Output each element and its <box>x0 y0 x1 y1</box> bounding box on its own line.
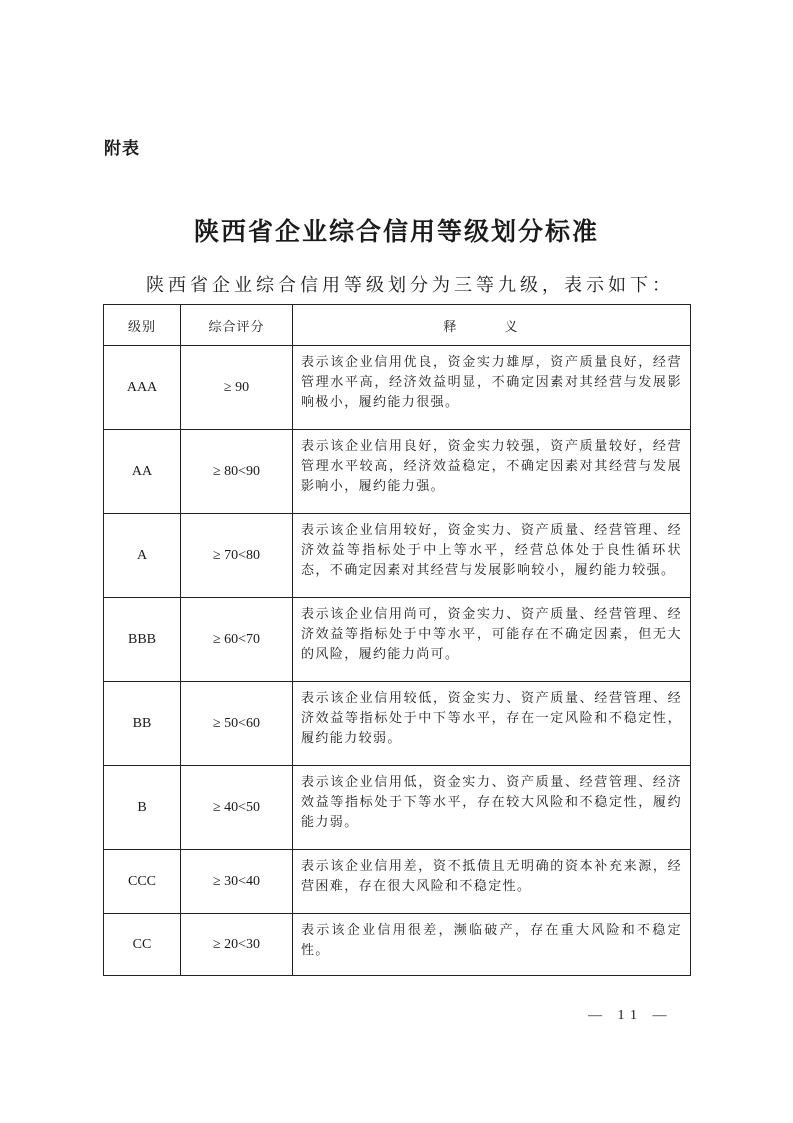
grade-description: 表示该企业信用尚可，资金实力、资产质量、经营管理、经济效益等指标处于中等水平，可能存在不确定因素，但无大的风险，履约能力尚可。 <box>293 598 691 682</box>
table-row <box>104 346 691 430</box>
grade-score: ≥ 50<60 <box>181 682 293 766</box>
grade-description: 表示该企业信用低，资金实力、资产质量、经营管理、经济效益等指标处于下等水平，存在较大风险和不稳定性，履约能力弱。 <box>293 766 691 850</box>
grade-level: A <box>104 514 181 598</box>
page-number: — 11 — <box>588 1008 673 1023</box>
page-title: 陕西省企业综合信用等级划分标准 <box>193 217 599 246</box>
grade-description: 表示该企业信用良好，资金实力较强，资产质量较好，经营管理水平较高，经济效益稳定，不确定因素对其经营与发展影响小，履约能力强。 <box>293 430 691 514</box>
grade-description: 表示该企业信用优良，资金实力雄厚，资产质量良好，经营管理水平高，经济效益明显，不确定因素对其经营与发展影响极小，履约能力很强。 <box>293 346 691 430</box>
table-row <box>104 914 691 976</box>
grade-level: B <box>104 766 181 850</box>
grade-score: ≥ 90 <box>181 346 293 430</box>
column-header-description: 释 义 <box>293 305 691 346</box>
grade-level: BBB <box>104 598 181 682</box>
grade-description: 表示该企业信用差，资不抵债且无明确的资本补充来源，经营困难，存在很大风险和不稳定性。 <box>293 850 691 914</box>
grade-level: CCC <box>104 850 181 914</box>
grade-description: 表示该企业信用较好，资金实力、资产质量、经营管理、经济效益等指标处于中上等水平，经营总体处于良性循环状态，不确定因素对其经营与发展影响较小，履约能力较强。 <box>293 514 691 598</box>
grade-score: ≥ 70<80 <box>181 514 293 598</box>
table-row <box>104 430 691 514</box>
table-header-row <box>104 305 691 346</box>
grade-level: AA <box>104 430 181 514</box>
appendix-label: 附表 <box>104 139 140 159</box>
grade-score: ≥ 60<70 <box>181 598 293 682</box>
grade-description: 表示该企业信用较低，资金实力、资产质量、经营管理、经济效益等指标处于中下等水平，存在一定风险和不稳定性，履约能力较弱。 <box>293 682 691 766</box>
credit-grade-table <box>103 304 691 976</box>
column-header-score: 综合评分 <box>181 305 293 346</box>
grade-score: ≥ 20<30 <box>181 914 293 976</box>
column-header-level: 级别 <box>104 305 181 346</box>
intro-paragraph: 陕西省企业综合信用等级划分为三等九级，表示如下： <box>146 275 674 296</box>
grade-level: AAA <box>104 346 181 430</box>
grade-score: ≥ 80<90 <box>181 430 293 514</box>
table-row <box>104 514 691 598</box>
grade-description: 表示该企业信用很差，濒临破产，存在重大风险和不稳定性。 <box>293 914 691 976</box>
grade-score: ≥ 30<40 <box>181 850 293 914</box>
table-row <box>104 682 691 766</box>
table-row <box>104 766 691 850</box>
table-row <box>104 850 691 914</box>
table-row <box>104 598 691 682</box>
grade-score: ≥ 40<50 <box>181 766 293 850</box>
grade-level: BB <box>104 682 181 766</box>
grade-level: CC <box>104 914 181 976</box>
